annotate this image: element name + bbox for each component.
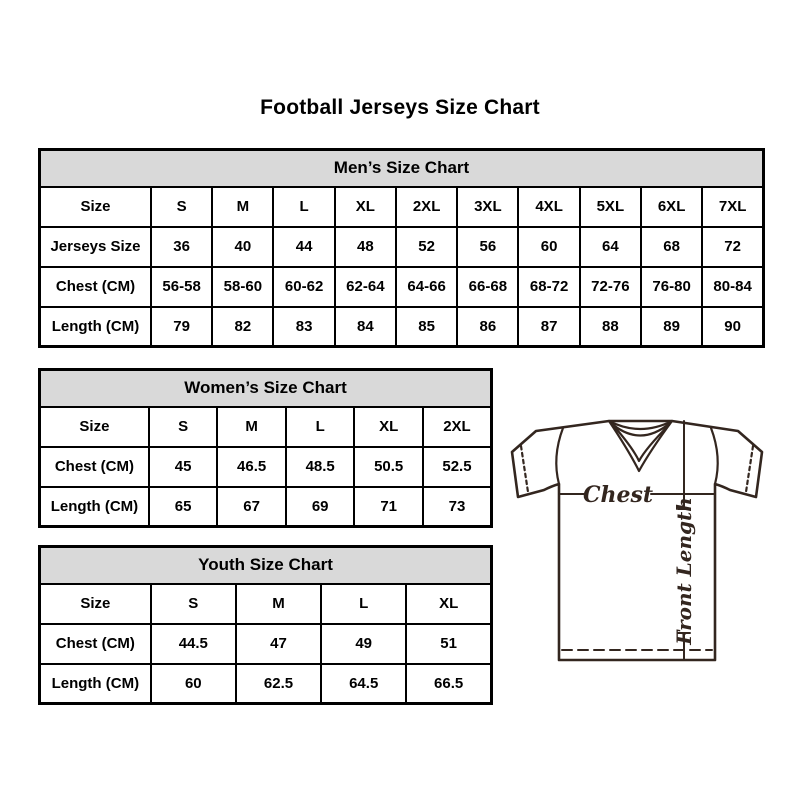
size-value: 52.5 [423,447,492,487]
size-value: 50.5 [354,447,423,487]
table-row [40,267,764,307]
size-value: 44.5 [151,624,236,664]
size-value: 45 [149,447,218,487]
row-label: Size [40,407,149,447]
size-value: 86 [457,307,518,347]
size-value: 67 [217,487,286,527]
table-row [40,487,492,527]
jersey-measurement-diagram [505,412,775,665]
size-value: S [149,407,218,447]
men-size-chart [38,148,765,348]
size-value: 46.5 [217,447,286,487]
size-value: 68-72 [518,267,579,307]
left-cuff-stitch-line [521,446,528,492]
size-value: XL [354,407,423,447]
page-title: Football Jerseys Size Chart [260,96,540,119]
women-table-title: Women’s Size Chart [40,370,492,407]
size-value: 90 [702,307,763,347]
youth-table-title: Youth Size Chart [40,547,492,584]
table-row [40,664,492,704]
size-value: 72-76 [580,267,641,307]
size-value: 7XL [702,187,763,227]
row-label: Chest (CM) [40,267,151,307]
left-armhole-seam [556,428,563,484]
size-value: 52 [396,227,457,267]
size-value: 71 [354,487,423,527]
size-value: 48 [335,227,396,267]
size-value: 64 [580,227,641,267]
chest-label: Chest [582,482,654,508]
row-label: Size [40,584,151,624]
size-value: 76-80 [641,267,702,307]
right-cuff-stitch-line [746,446,753,492]
size-value: 87 [518,307,579,347]
size-value: 4XL [518,187,579,227]
size-value: 84 [335,307,396,347]
size-value: 60-62 [273,267,334,307]
size-value: 51 [406,624,491,664]
women-size-chart [38,368,493,528]
size-value: 73 [423,487,492,527]
size-value: 60 [518,227,579,267]
size-value: 44 [273,227,334,267]
women-table-header-row [40,370,492,407]
size-value: 80-84 [702,267,763,307]
men-table-title: Men’s Size Chart [40,150,764,187]
size-value: 66-68 [457,267,518,307]
size-value: 48.5 [286,447,355,487]
size-value: 2XL [423,407,492,447]
table-row [40,584,492,624]
size-value: 47 [236,624,321,664]
size-value: 5XL [580,187,641,227]
size-value: 65 [149,487,218,527]
youth-table-header-row [40,547,492,584]
size-value: 62-64 [335,267,396,307]
size-value: 89 [641,307,702,347]
size-value: 64-66 [396,267,457,307]
table-row [40,187,764,227]
size-value: 62.5 [236,664,321,704]
size-value: 3XL [457,187,518,227]
size-value: XL [335,187,396,227]
table-row [40,307,764,347]
size-value: L [273,187,334,227]
men-table-header-row [40,150,764,187]
size-value: 56-58 [151,267,212,307]
size-value: 64.5 [321,664,406,704]
size-value: S [151,187,212,227]
size-value: 56 [457,227,518,267]
front-length-label: Front Length [672,497,696,645]
size-value: M [236,584,321,624]
row-label: Chest (CM) [40,447,149,487]
size-value: 58-60 [212,267,273,307]
size-value: 68 [641,227,702,267]
mens-size-table [38,148,765,348]
table-row [40,227,764,267]
size-value: 88 [580,307,641,347]
size-value: 2XL [396,187,457,227]
jersey-illustration [505,412,775,665]
row-label: Length (CM) [40,664,151,704]
size-value: 82 [212,307,273,347]
size-value: 36 [151,227,212,267]
size-value: 66.5 [406,664,491,704]
womens-size-table [38,368,493,528]
size-value: 83 [273,307,334,347]
size-value: 60 [151,664,236,704]
size-value: 72 [702,227,763,267]
youth-size-table [38,545,493,705]
row-label: Size [40,187,151,227]
table-row [40,447,492,487]
size-value: 85 [396,307,457,347]
table-row [40,407,492,447]
row-label: Length (CM) [40,487,149,527]
youth-size-chart [38,545,493,705]
row-label: Chest (CM) [40,624,151,664]
size-value: L [286,407,355,447]
size-value: M [212,187,273,227]
size-value: 69 [286,487,355,527]
size-value: S [151,584,236,624]
size-value: L [321,584,406,624]
size-value: 40 [212,227,273,267]
size-value: 49 [321,624,406,664]
size-value: 79 [151,307,212,347]
right-armhole-seam [711,428,718,484]
row-label: Length (CM) [40,307,151,347]
size-value: 6XL [641,187,702,227]
size-value: M [217,407,286,447]
table-row [40,624,492,664]
row-label: Jerseys Size [40,227,151,267]
size-value: XL [406,584,491,624]
